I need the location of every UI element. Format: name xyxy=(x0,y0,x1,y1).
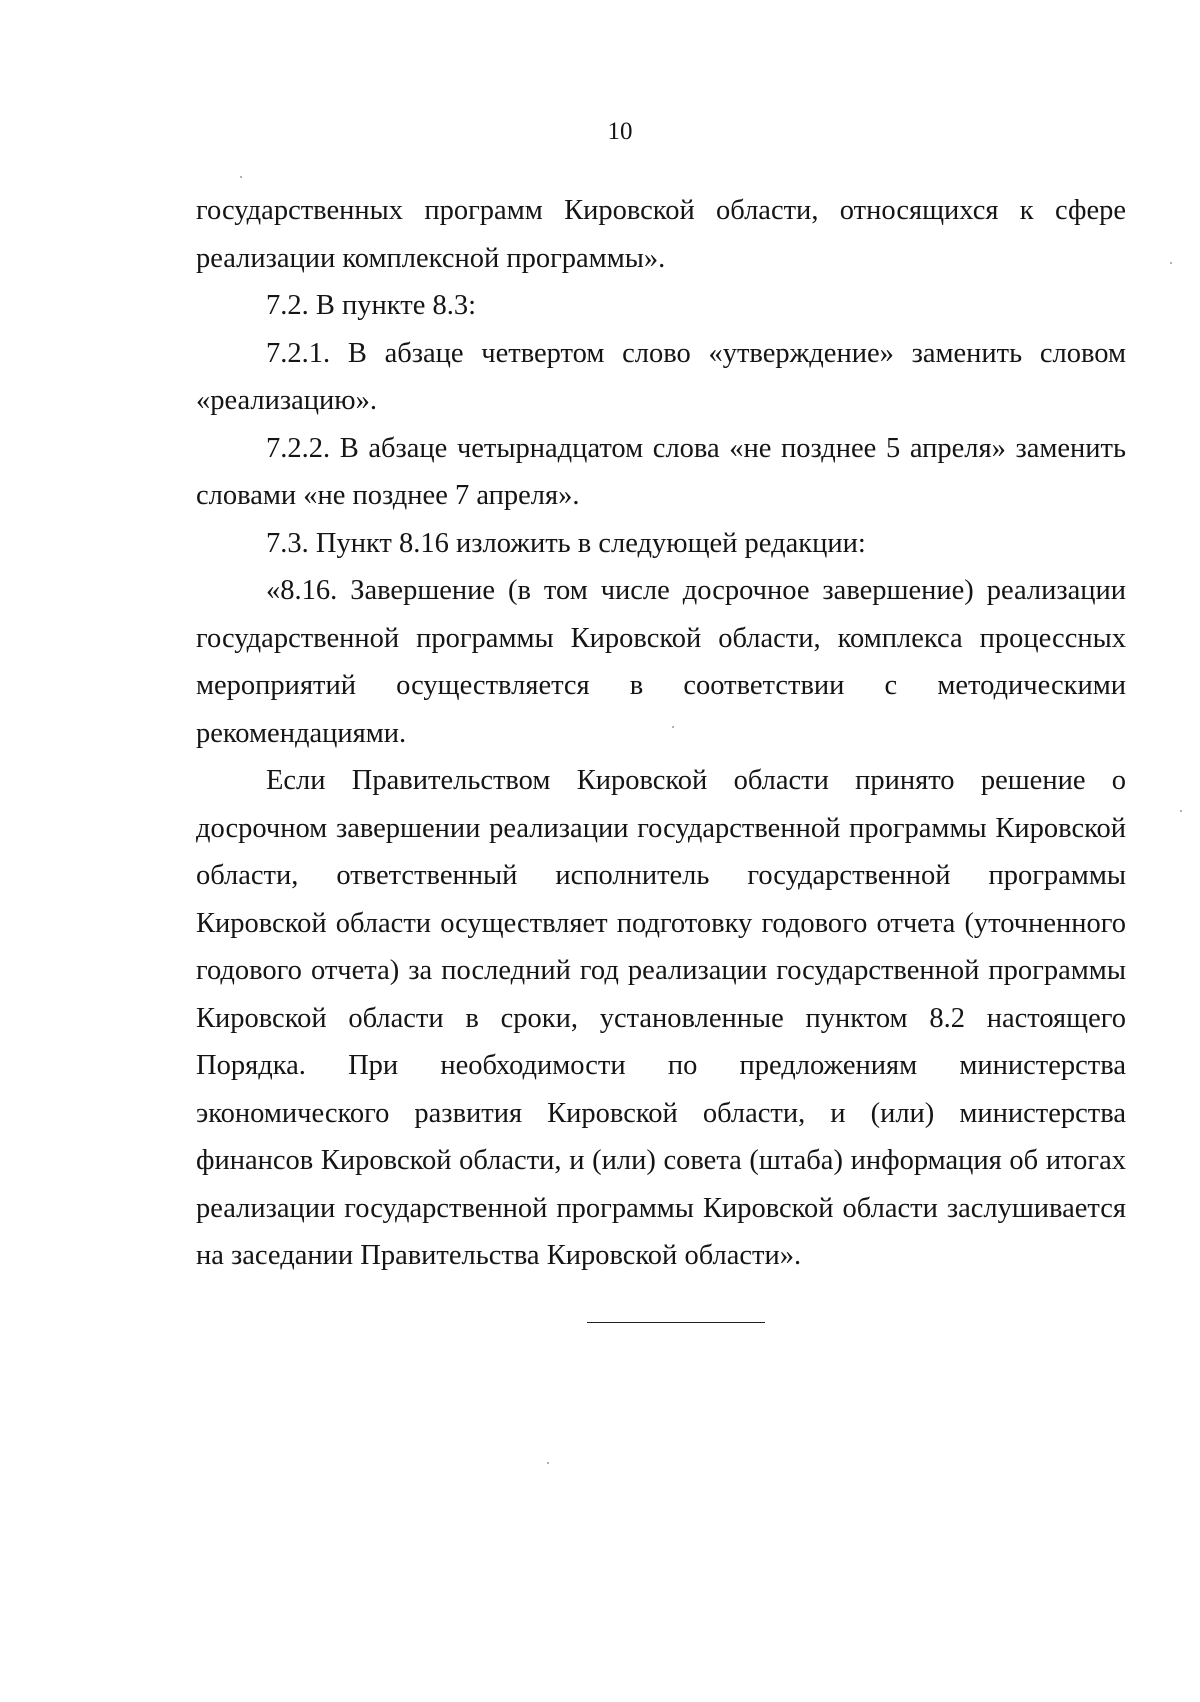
document-body xyxy=(196,187,1126,1280)
paragraph-7-2-2: 7.2.2. В абзаце четырнадцатом слова «не позднее 5 апреля» заменить словами «не позднее 7 апреля». xyxy=(196,432,1126,511)
scan-speck xyxy=(547,1462,549,1464)
scan-speck xyxy=(672,726,674,728)
paragraph-8-16: «8.16. Завершение (в том числе досрочное завершение) реализации государственной программы Кировской области, комплекса процессных мероприятий осуществляется в соответствии с методическими рекомендациями. xyxy=(196,575,1126,749)
paragraph-7-3: 7.3. Пункт 8.16 изложить в следующей редакции: xyxy=(266,527,866,559)
scan-speck xyxy=(1180,810,1182,812)
end-of-text-rule xyxy=(587,1322,765,1323)
paragraph-7-2-1: 7.2.1. В абзаце четвертом слово «утверждение» заменить словом «реализацию». xyxy=(196,337,1126,416)
paragraph-continuation: государственных программ Кировской области, относящихся к сфере реализации комплексной программы». xyxy=(196,195,1126,274)
scan-speck xyxy=(240,176,242,178)
page-number: 10 xyxy=(607,118,633,145)
scan-speck xyxy=(1170,262,1172,264)
paragraph-7-2: 7.2. В пункте 8.3: xyxy=(266,290,477,321)
paragraph-early-termination: Если Правительством Кировской области принято решение о досрочном завершении реализации государственной программы Кировской области, ответственный исполнитель государственной программы Кировской области осуществляет подготовку годового отчета (уточненного годового отчета) за последний год реализации государственной программы Кировской области в сроки, установленные пунктом 8.2 настоящего Порядка. При необходимости по предложениям министерства экономического развития Кировской области, и (или) министерства финансов Кировской области, и (или) совета (штаба) информация об итогах реализации государственной программы Кировской области заслушивается на заседании Правительства Кировской области». xyxy=(196,765,1126,1271)
